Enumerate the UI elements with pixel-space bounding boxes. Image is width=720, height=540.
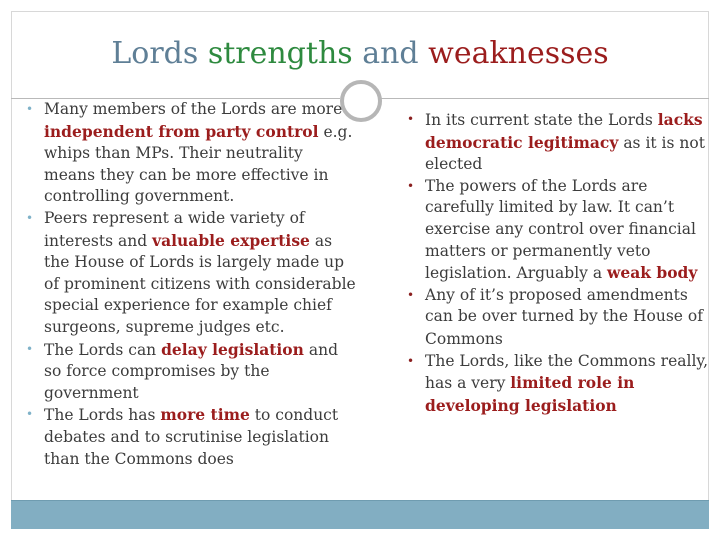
strength-item — [22, 208, 357, 339]
slide-title — [0, 36, 720, 71]
strength-text: The Lords can — [44, 340, 162, 359]
divider-right — [380, 98, 709, 99]
bullet-icon: • — [26, 210, 34, 225]
bullet-icon: • — [407, 112, 415, 126]
strength-text: The Lords has — [44, 406, 161, 425]
title-weaknesses: weaknesses — [428, 36, 609, 71]
strength-text: as the House of Lords is largely made up of prominent citizens with considerable special experience for example chief surgeons, supreme judges etc. — [44, 231, 356, 336]
bullet-icon: • — [26, 102, 34, 116]
bullet-icon: • — [407, 287, 415, 302]
bullet-icon: • — [407, 178, 415, 193]
bullet-icon: • — [407, 353, 415, 368]
strength-text: Many members of the Lords are more — [44, 100, 343, 118]
weakness-text: as it is not elected — [425, 133, 705, 174]
strength-highlight: more time — [160, 405, 250, 425]
title-part-1: Lords — [111, 36, 208, 71]
strength-text: to conduct debates and to scrutinise legislation than the Commons does — [44, 406, 339, 468]
weakness-item — [403, 109, 711, 176]
weakness-item — [403, 351, 711, 418]
bullet-icon: • — [26, 341, 34, 356]
strength-text: Peers represent a wide variety of interests and — [44, 208, 305, 250]
bottom-bar — [11, 500, 709, 529]
strength-text: e.g. whips than MPs. Their neutrality means they can be more effective in controlling government. — [44, 122, 353, 206]
weakness-text: Any of it’s proposed amendments can be over turned by the House of Commons — [425, 285, 703, 348]
bullet-icon: • — [26, 407, 34, 422]
title-strengths: strengths — [207, 36, 353, 71]
weakness-text: In its current state the Lords — [425, 111, 658, 129]
weakness-highlight: limited role in developing legislation — [425, 373, 635, 415]
title-part-3: and — [352, 36, 429, 71]
strength-item — [22, 339, 357, 405]
weakness-highlight: weak body — [607, 263, 698, 283]
strength-text: and so force compromises by the government — [44, 340, 338, 402]
weaknesses-list — [403, 109, 711, 417]
strength-highlight: independent from party control — [44, 121, 319, 141]
weakness-highlight: lacks democratic legitimacy — [425, 110, 703, 152]
weakness-text: The powers of the Lords are carefully limited by law. It can’t exercise any control over financial matters or permanently veto legislation. Arguably a — [425, 176, 696, 283]
weakness-item — [403, 176, 711, 285]
strength-item — [22, 99, 357, 208]
strengths-list — [22, 99, 357, 470]
strength-item — [22, 404, 357, 470]
weakness-item — [403, 285, 711, 351]
strength-highlight: delay legislation — [161, 339, 304, 359]
strength-highlight: valuable expertise — [152, 230, 310, 250]
weakness-text: The Lords, like the Commons really, has a very — [425, 351, 709, 393]
